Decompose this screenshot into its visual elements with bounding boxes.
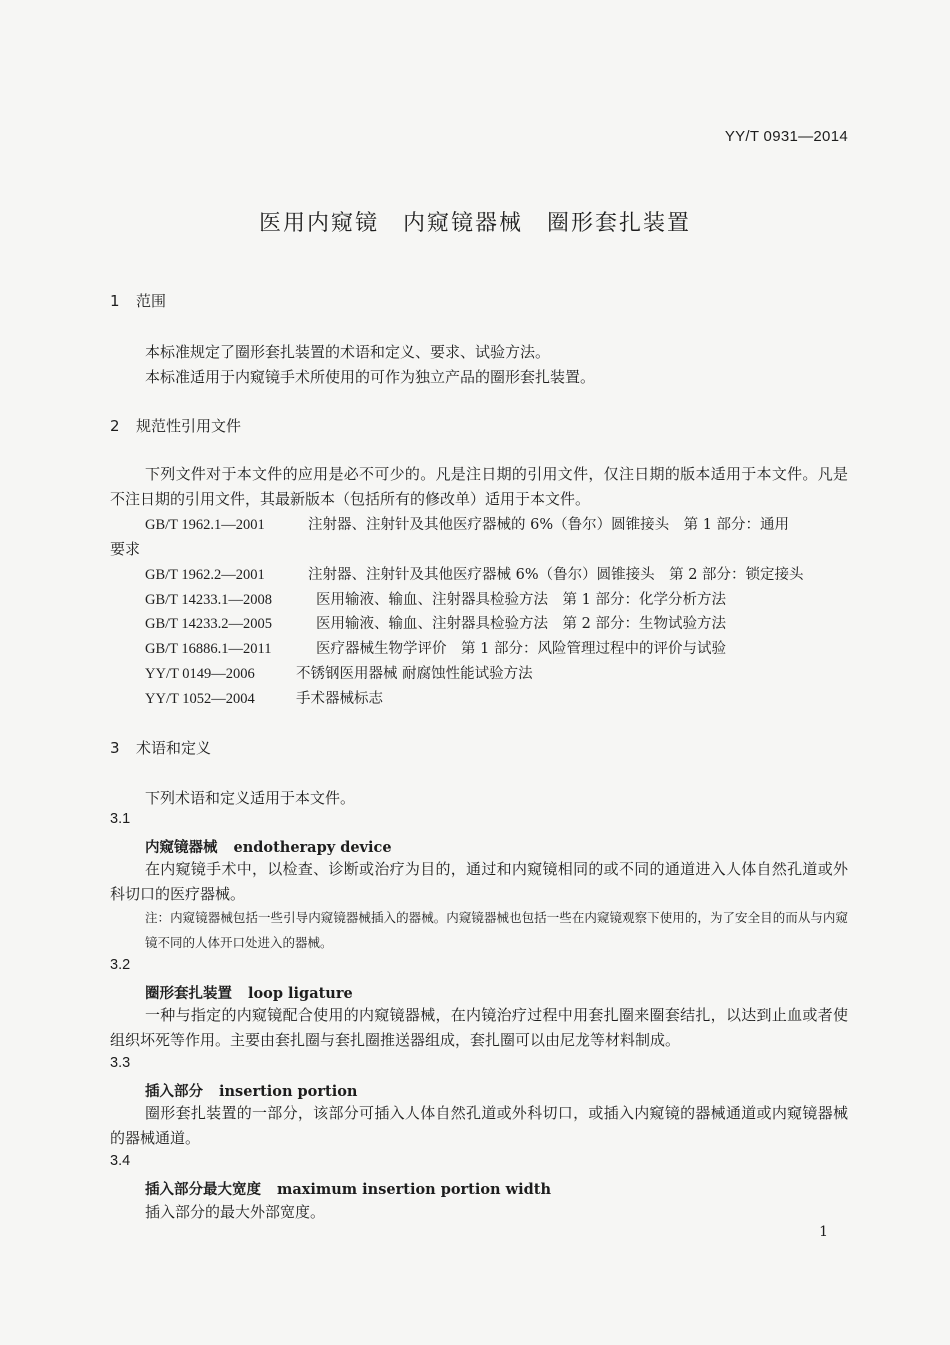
normative-references-intro: 下列文件对于本文件的应用是必不可少的。凡是注日期的引用文件，仅注日期的版本适用于本文件。凡是不注日期的引用文件，其最新版本（包括所有的修改单）适用于本文件。 [110,465,848,508]
reference-code: GB/T 1962.1—2001 [145,517,265,533]
reference-title: 医疗器械生物学评价 第 1 部分：风险管理过程中的评价与试验 [316,641,726,657]
term-heading [145,1178,551,1199]
section-title: 规范性引用文件 [136,417,242,435]
reference-item [145,687,383,708]
terms-intro: 下列术语和定义适用于本文件。 [145,789,356,807]
reference-item [145,662,533,683]
reference-title: 注射器、注射针及其他医疗器械 6%（鲁尔）圆锥接头 第 2 部分：锁定接头 [308,567,804,583]
reference-title: 不锈钢医用器械 耐腐蚀性能试验方法 [296,666,533,682]
reference-title: 手术器械标志 [296,691,383,707]
term-heading [145,1080,357,1101]
term-english: insertion portion [219,1083,358,1100]
page-number: 1 [819,1224,828,1240]
reference-item [145,563,804,584]
section-1-heading [110,290,166,311]
reference-code: GB/T 14233.1—2008 [145,592,273,608]
document-title: 医用内窥镜 内窥镜器械 圈形套扎装置 [258,211,691,236]
term-chinese: 插入部分最大宽度 [145,1181,261,1198]
clause-number: 3.4 [110,1153,131,1169]
reference-title: 医用输液、输血、注射器具检验方法 第 1 部分：化学分析方法 [316,592,726,608]
reference-item [145,588,726,609]
scope-paragraph-1: 本标准规定了圈形套扎装置的术语和定义、要求、试验方法。 [145,343,551,361]
term-english: maximum insertion portion width [277,1181,551,1198]
term-chinese: 插入部分 [145,1083,203,1100]
term-note: 注：内窥镜器械包括一些引导内窥镜器械插入的器械。内窥镜器械也包括一些在内窥镜观察下使用的，为了安全目的而从与内窥镜不同的人体开口处进入的器械。 [145,910,848,950]
clause-number: 3.1 [110,811,131,827]
section-3-heading [110,737,211,758]
reference-code: GB/T 1962.2—2001 [145,567,265,583]
section-number: 3 [110,739,120,757]
standard-number: YY/T 0931—2014 [724,128,848,145]
term-definition: 圈形套扎装置的一部分，该部分可插入人体自然孔道或外科切口，或插入内窥镜的器械通道或内窥镜器械的器械通道。 [110,1104,848,1147]
reference-code: GB/T 14233.2—2005 [145,616,273,632]
reference-title: 医用输液、输血、注射器具检验方法 第 2 部分：生物试验方法 [316,616,726,632]
term-definition: 一种与指定的内窥镜配合使用的内窥镜器械，在内镜治疗过程中用套扎圈来圈套结扎，以达到止血或者使组织坏死等作用。主要由套扎圈与套扎圈推送器组成，套扎圈可以由尼龙等材料制成。 [110,1006,848,1049]
reference-item [145,637,726,658]
reference-item [145,513,789,534]
section-title: 术语和定义 [136,739,212,757]
section-number: 2 [110,417,120,435]
section-2-heading [110,415,241,436]
term-heading [145,982,353,1003]
reference-code: YY/T 0149—2006 [145,666,255,682]
clause-number: 3.2 [110,957,131,973]
section-number: 1 [110,292,120,310]
reference-continuation: 要求 [110,540,141,558]
term-english: endotherapy device [233,839,392,856]
scope-paragraph-2: 本标准适用于内窥镜手术所使用的可作为独立产品的圈形套扎装置。 [145,368,596,386]
clause-number: 3.3 [110,1055,131,1071]
reference-item [145,612,726,633]
reference-code: YY/T 1052—2004 [145,691,255,707]
reference-title: 注射器、注射针及其他医疗器械的 6%（鲁尔）圆锥接头 第 1 部分：通用 [308,517,790,533]
section-title: 范围 [136,292,167,310]
term-definition: 在内窥镜手术中，以检查、诊断或治疗为目的，通过和内窥镜相同的或不同的通道进入人体自然孔道或外科切口的医疗器械。 [110,860,848,903]
term-definition: 插入部分的最大外部宽度。 [145,1203,326,1221]
reference-code: GB/T 16886.1—2011 [145,641,272,657]
term-english: loop ligature [248,985,353,1002]
term-chinese: 圈形套扎装置 [145,985,232,1002]
term-chinese: 内窥镜器械 [145,839,218,856]
term-heading [145,836,392,857]
